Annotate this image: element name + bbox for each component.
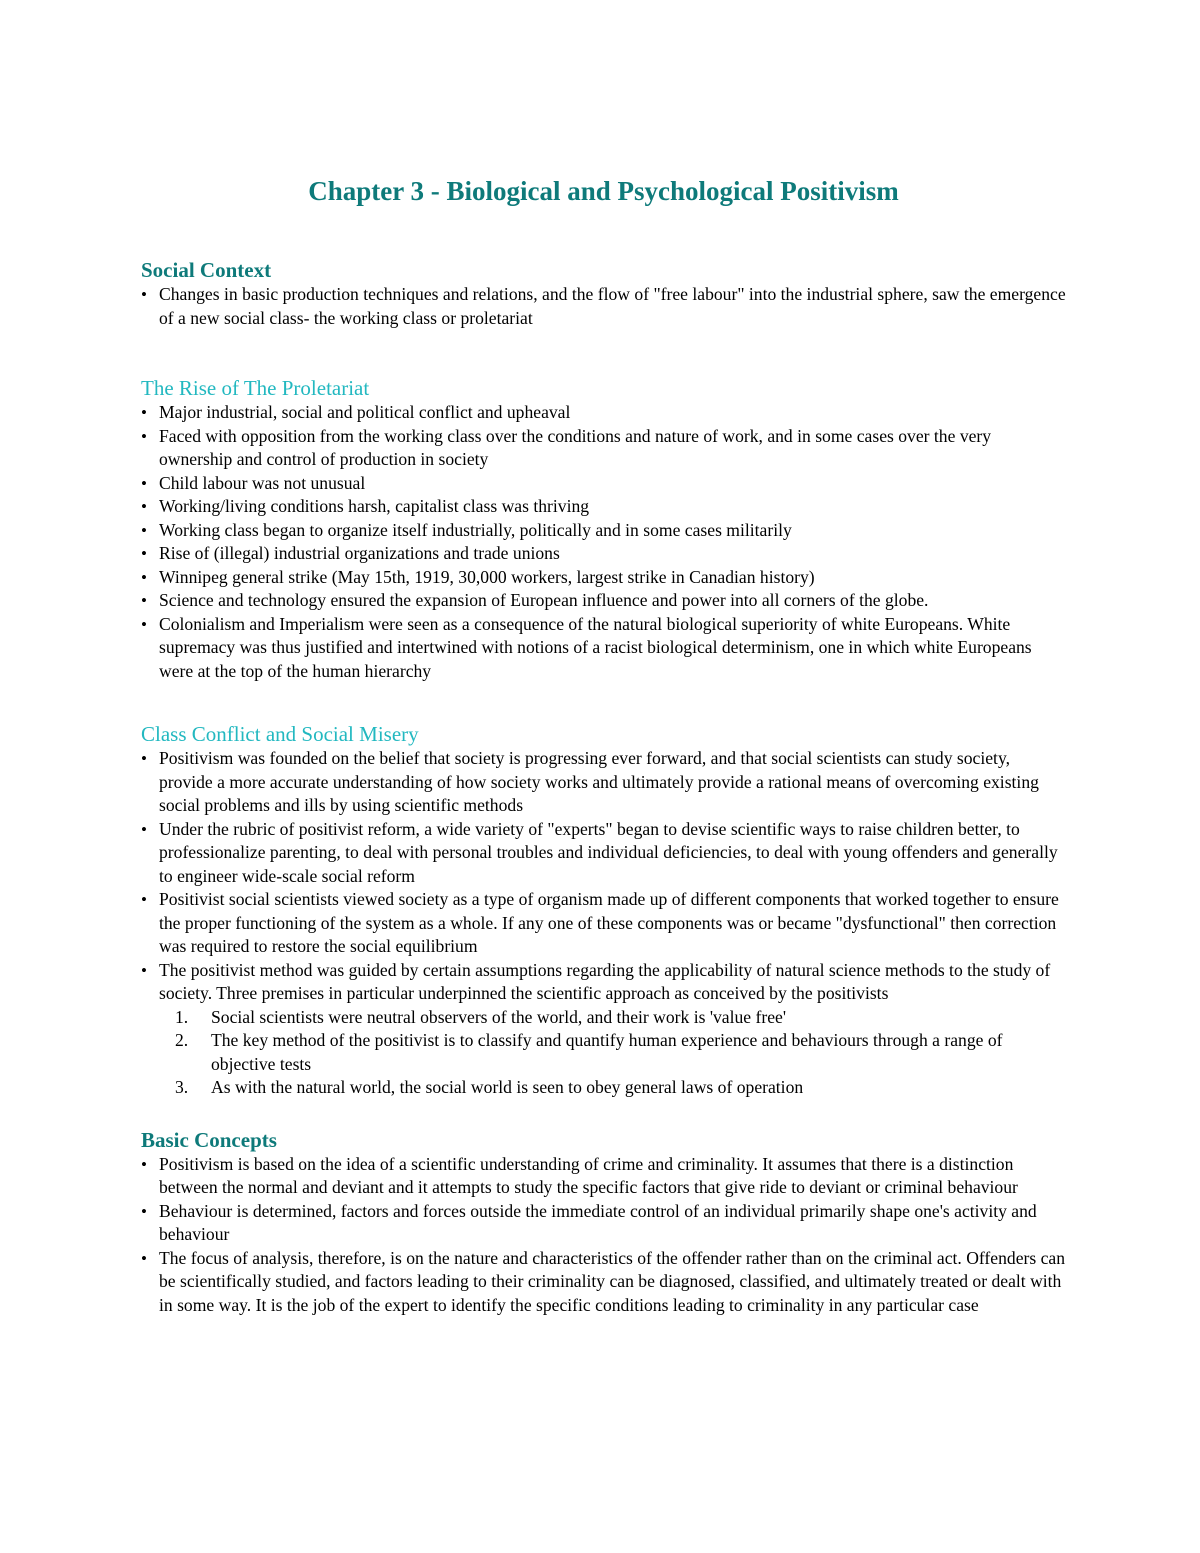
list-item: • Working/living conditions harsh, capitalist class was thriving bbox=[141, 495, 1066, 519]
numbered-item bbox=[141, 1029, 1066, 1076]
document-body bbox=[141, 172, 1066, 1317]
basic-concepts-list bbox=[141, 1153, 1066, 1318]
section-heading-class-conflict: Class Conflict and Social Misery bbox=[141, 722, 419, 746]
list-item: • Positivism was founded on the belief that society is progressing ever forward, and that social scientists can study society, provide a more accurate understanding of how society works and ultimately provide a rational means of overcoming existing social problems and ills by using scientific methods bbox=[141, 747, 1066, 818]
item-text: Social scientists were neutral observers of the world, and their work is 'value free' bbox=[211, 1006, 787, 1027]
list-item: • Major industrial, social and political conflict and upheaval bbox=[141, 401, 1066, 425]
section-heading-basic-concepts: Basic Concepts bbox=[141, 1127, 277, 1152]
rise-of-proletariat-list bbox=[141, 401, 1066, 683]
social-context-list bbox=[141, 283, 1066, 330]
list-item: • Winnipeg general strike (May 15th, 1919, 30,000 workers, largest strike in Canadian history) bbox=[141, 566, 1066, 590]
numbered-item bbox=[141, 1076, 1066, 1100]
class-conflict-list bbox=[141, 747, 1066, 1006]
item-number: 3. bbox=[175, 1077, 189, 1097]
item-number: 2. bbox=[175, 1030, 189, 1050]
page-title: Chapter 3 - Biological and Psychological Positivism bbox=[308, 176, 899, 206]
list-item: • Under the rubric of positivist reform, a wide variety of "experts" began to devise scientific ways to raise children better, to professionalize parenting, to deal with personal troubles and individual deficiencies, to deal with young offenders and generally to engineer wide-scale social reform bbox=[141, 818, 1066, 889]
section-heading-rise-of-proletariat: The Rise of The Proletariat bbox=[141, 376, 370, 400]
item-number: 1. bbox=[175, 1006, 189, 1027]
list-item: • Faced with opposition from the working class over the conditions and nature of work, and in some cases over the very ownership and control of production in society bbox=[141, 425, 1066, 472]
list-item: • Positivist social scientists viewed society as a type of organism made up of different components that worked together to ensure the proper functioning of the system as a whole. If any one of these components was or became "dysfunctional" then correction was required to restore the social equilibrium bbox=[141, 888, 1066, 959]
numbered-item bbox=[141, 1006, 1066, 1030]
list-item: • Colonialism and Imperialism were seen as a consequence of the natural biological superiority of white Europeans. White supremacy was thus justified and intertwined with notions of a racist biological determinism, one in which white Europeans were at the top of the human hierarchy bbox=[141, 613, 1066, 684]
list-item: • Behaviour is determined, factors and forces outside the immediate control of an individual primarily shape one's activity and behaviour bbox=[141, 1200, 1066, 1247]
positivist-premises-list bbox=[141, 1006, 1066, 1100]
list-item: • Rise of (illegal) industrial organizations and trade unions bbox=[141, 542, 1066, 566]
list-item: • Working class began to organize itself industrially, politically and in some cases militarily bbox=[141, 519, 1066, 543]
item-text: The key method of the positivist is to classify and quantify human experience and behaviours through a range of objective tests bbox=[211, 1030, 1003, 1074]
item-text: As with the natural world, the social world is seen to obey general laws of operation bbox=[211, 1077, 804, 1097]
list-item: • Changes in basic production techniques and relations, and the flow of "free labour" into the industrial sphere, saw the emergence of a new social class- the working class or proletariat bbox=[141, 283, 1066, 330]
list-item: • Science and technology ensured the expansion of European influence and power into all corners of the globe. bbox=[141, 589, 1066, 613]
list-item: • The focus of analysis, therefore, is on the nature and characteristics of the offender rather than on the criminal act. Offenders can be scientifically studied, and factors leading to their criminality can be diagnosed, classified, and ultimately treated or dealt with in some way. It is the job of the expert to identify the specific conditions leading to criminality in any particular case bbox=[141, 1247, 1066, 1318]
list-item: • Positivism is based on the idea of a scientific understanding of crime and criminality. It assumes that there is a distinction between the normal and deviant and it attempts to study the specific factors that give ride to deviant or criminal behaviour bbox=[141, 1153, 1066, 1200]
list-item: • The positivist method was guided by certain assumptions regarding the applicability of natural science methods to the study of society. Three premises in particular underpinned the scientific approach as conceived by the positivists bbox=[141, 959, 1066, 1006]
section-heading-social-context: Social Context bbox=[141, 258, 272, 282]
list-item: • Child labour was not unusual bbox=[141, 472, 1066, 496]
